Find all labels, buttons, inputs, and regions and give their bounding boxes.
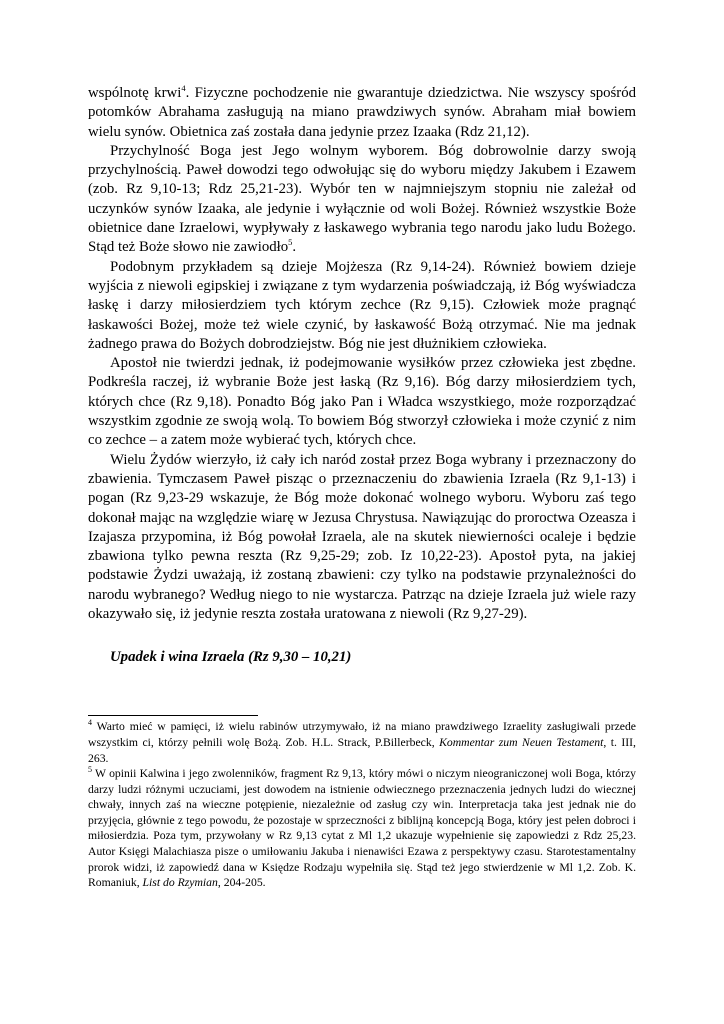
- paragraph-text: Przychylność Boga jest Jego wolnym wyborem. Bóg dobrowolnie darzy swoją przychylnością. Paweł dowodzi tego odwołując się do wyboru między Jakubem i Ezawem (zob. Rz 9,10-13; Rdz 25,21-23). Wybór ten w najmniejszym stopniu nie zależał od uczynków synów Izaaka, ale jedynie i wyłącznie od woli Bożej. Również wszystkie Boże obietnice dane Izraelowi, wypływały z łaskawego wybrania tego narodu jako ludu Bożego. Stąd też Boże słowo nie zawiodło: [88, 142, 636, 256]
- footnote-number: 5: [88, 765, 92, 775]
- paragraph-4: Apostoł nie twierdzi jednak, iż podejmowanie wysiłków przez człowieka jest zbędne. Podkreśla raczej, iż wybranie Boże jest łaską (Rz 9,16). Bóg darzy miłosierdziem tych, których chce (Rz 9,18). Ponadto Bóg jako Pan i Władca wszystkiego, może rozporządzać wszystkim zgodnie ze swoją wolą. To bowiem Bóg stworzył człowieka i może czynić z nim co zechce – a zatem może wybierać tych, których chce.: [88, 355, 636, 449]
- footnote-citation: List do Rzymian: [142, 876, 218, 890]
- footnote-text: Warto mieć w pamięci, iż wielu rabinów utrzymywało, iż na miano prawdziwego Izraelity zasługiwali przede wszystkim ci, którzy pełnili wolę Bożą. Zob. H.L. Strack, P.Billerbeck,: [88, 720, 636, 749]
- footnote-text: , 204-205.: [217, 876, 266, 890]
- paragraph-2: [88, 142, 636, 258]
- footnote-citation: Kommentar zum Neuen Testament: [439, 735, 604, 749]
- footnote-5: [88, 766, 636, 891]
- footnote-ref-5[interactable]: 5: [288, 237, 293, 248]
- paragraph-3: Podobnym przykładem są dzieje Mojżesza (Rz 9,14-24). Również bowiem dzieje wyjścia z niewoli egipskiej i związane z tym wydarzenia poświadczają, iż Bóg wyświadcza łaskę i darzy miłosierdziem tych którym zechce (Rz 9,15). Człowiek może pragnąć łaskawości Bożej, może też wiele czynić, by łaskawość Bożą otrzymać. Nie ma jednak żadnego prawa do Bożych dobrodziejstw. Bóg nie jest dłużnikiem człowieka.: [88, 258, 636, 352]
- section-heading: Upadek i wina Izraela (Rz 9,30 – 10,21): [110, 649, 352, 666]
- footnote-number: 4: [88, 718, 92, 728]
- paragraph-1: [88, 84, 636, 142]
- paragraph-text: .: [292, 239, 297, 256]
- footnote-divider: [88, 715, 258, 716]
- footnote-text: W opinii Kalwina i jego zwolenników, fragment Rz 9,13, który mówi o niczym nieograniczonej woli Boga, którzy darzy ludzi różnymi uczuciami, jest dowodem na istnienie odwiecznego przeznaczenia jednych ludzi do wiecznej chwały, innych zaś na wieczne potępienie, niezależnie od zasług czy win. Interpretacja taka jest jednak nie do przyjęcia, głównie z tego powodu, że pozostaje w sprzeczności z biblijną koncepcją Boga, który jest pełen dobroci i miłosierdzia. Poza tym, przywołany w Rz 9,13 cytat z Ml 1,2 ukazuje wypełnienie się zapowiedzi z Rdz 25,23. Autor Księgi Malachiasza pisze o umiłowaniu Jakuba i nienawiści Ezawa z perspektywy czasu. Starotestamentalny prorok widzi, iż zapowiedź dana w Księdze Rodzaju wypełniła się. Stąd też jego stwierdzenie w Ml 1,2. Zob. K. Romaniuk,: [88, 767, 636, 890]
- footnote-ref-4[interactable]: 4: [181, 83, 186, 94]
- footnote-4: [88, 719, 636, 766]
- document-page: [88, 84, 636, 891]
- paragraph-5: Wielu Żydów wierzyło, iż cały ich naród został przez Boga wybrany i przeznaczony do zbawienia. Tymczasem Paweł pisząc o przeznaczeniu do zbawienia Izraela (Rz 9,1-13) i pogan (Rz 9,23-29 wskazuje, że Bóg może dokonać wolnego wyboru. Wyboru zaś tego dokonał mając na względzie wiarę w Jezusa Chrystusa. Nawiązując do proroctwa Ozeasza i Izajasza przypomina, iż Bóg powołał Izraela, ale na skutek niewierności ocaleje i będzie zbawiona tylko pewna reszta (Rz 9,25-29; zob. Iz 10,22-23). Apostoł pyta, na jakiej podstawie Żydzi uważają, iż zostaną zbawieni: czy tylko na podstawie przynależności do narodu wybranego? Według niego to nie wystarcza. Patrząc na dzieje Izraela już wiele razy okazywało się, iż jedynie reszta została uratowana z niewoli (Rz 9,27-29).: [88, 451, 636, 623]
- paragraph-text: wspólnotę krwi: [88, 85, 182, 101]
- footnote-text: , t. III, 263.: [88, 735, 636, 765]
- paragraph-text: . Fizyczne pochodzenie nie gwarantuje dziedzictwa. Nie wszyscy spośród potomków Abrahama zasługują na miano prawdziwych synów. Abraham miał bowiem wielu synów. Obietnica zaś została dana jedynie przez Izaaka (Rdz 21,12).: [88, 85, 636, 140]
